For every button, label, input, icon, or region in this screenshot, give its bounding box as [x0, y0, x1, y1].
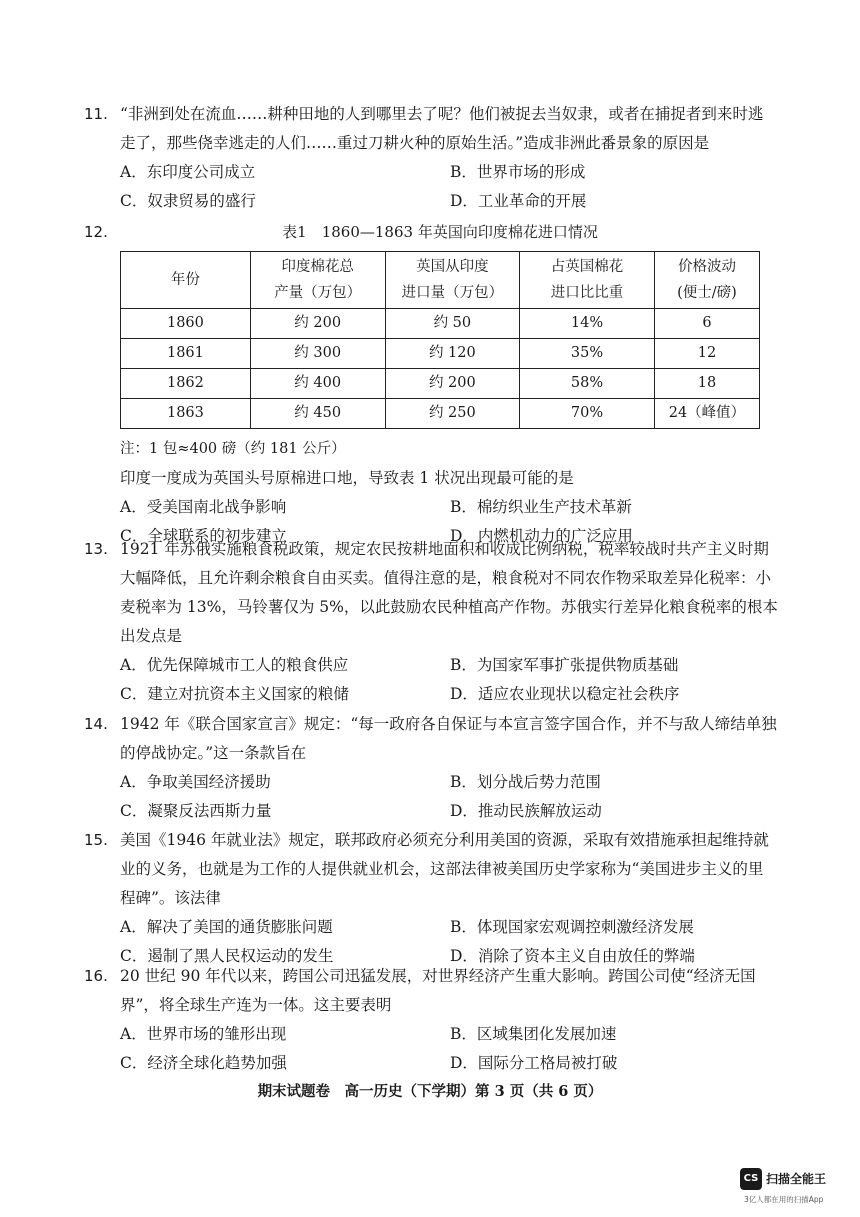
option-c[interactable]: C．凝聚反法西斯力量	[120, 802, 272, 820]
option-b[interactable]: B．世界市场的形成	[450, 163, 586, 181]
scanner-watermark	[740, 1168, 840, 1208]
cell: 1860	[121, 309, 251, 339]
question-11	[84, 100, 778, 216]
question-number: 13.	[84, 540, 108, 558]
watermark-name: 扫描全能王	[766, 1172, 827, 1186]
options	[120, 768, 778, 826]
question-15	[84, 826, 778, 971]
question-stem: 美国《1946 年就业法》规定，联邦政府必须充分利用美国的资源，采取有效措施承担起维持就业的义务，也就是为工作的人提供就业机会，这部法律被美国历史学家称为“美国进步主义的里程碑”。该法律	[120, 831, 769, 907]
question-stem: 1942 年《联合国家宣言》规定：“每一政府各自保证与本宣言签字国合作，并不与敌人缔结单独的停战协定。”这一条款旨在	[120, 715, 777, 762]
cell: 约 250	[385, 399, 520, 429]
option-c[interactable]: C．全球联系的初步建立	[120, 527, 287, 545]
option-c[interactable]: C．建立对抗资本主义国家的粮储	[120, 685, 349, 703]
table-header-row	[121, 252, 760, 309]
cell: 12	[654, 339, 759, 369]
header-import: 英国从印度 进口量（万包）	[385, 252, 520, 309]
question-number: 15.	[84, 831, 108, 849]
option-b[interactable]: B．为国家军事扩张提供物质基础	[450, 656, 679, 674]
question-stem: 20 世纪 90 年代以来，跨国公司迅猛发展，对世界经济产生重大影响。跨国公司使“经济无国界”，将全球生产连为一体。这主要表明	[120, 967, 756, 1014]
cell: 18	[654, 369, 759, 399]
cell: 约 120	[385, 339, 520, 369]
options	[120, 651, 778, 709]
cell: 58%	[520, 369, 655, 399]
cell: 约 450	[250, 399, 385, 429]
options	[120, 158, 778, 216]
cell: 24（峰值）	[654, 399, 759, 429]
option-d[interactable]: D．推动民族解放运动	[450, 802, 602, 820]
option-c[interactable]: C．遏制了黑人民权运动的发生	[120, 947, 334, 965]
option-b[interactable]: B．体现国家宏观调控刺激经济发展	[450, 918, 694, 936]
option-d[interactable]: D．消除了资本主义自由放任的弊端	[450, 947, 695, 965]
cell: 1862	[121, 369, 251, 399]
option-b[interactable]: B．划分战后势力范围	[450, 773, 601, 791]
cell: 14%	[520, 309, 655, 339]
option-b[interactable]: B．区域集团化发展加速	[450, 1025, 617, 1043]
table-row	[121, 369, 760, 399]
option-c[interactable]: C．经济全球化趋势加强	[120, 1054, 287, 1072]
question-stem: 1921 年苏俄实施粮食税政策，规定农民按耕地面积和收成比例纳税，税率较战时共产主义时期大幅降低，且允许剩余粮食自由买卖。值得注意的是，粮食税对不同农作物采取差异化税率：小麦税率为 13%，马铃薯仅为 5%，以此鼓励农民种植高产作物。苏俄实行差异化粮食税率的根本出发点是	[120, 540, 778, 645]
option-d[interactable]: D．适应农业现状以稳定社会秩序	[450, 685, 680, 703]
watermark-tagline: 3亿人都在用的扫描App	[744, 1195, 824, 1204]
question-13	[84, 535, 778, 709]
option-d[interactable]: D．工业革命的开展	[450, 192, 587, 210]
cell: 70%	[520, 399, 655, 429]
cotton-table	[120, 251, 760, 429]
option-c[interactable]: C．奴隶贸易的盛行	[120, 192, 256, 210]
cell: 约 200	[385, 369, 520, 399]
table-row	[121, 309, 760, 339]
table-row	[121, 339, 760, 369]
cell: 约 400	[250, 369, 385, 399]
option-a[interactable]: A．东印度公司成立	[120, 163, 256, 181]
page-footer: 期末试题卷 高一历史（下学期）第 3 页（共 6 页）	[257, 1083, 603, 1100]
table-note: 注：1 包≈400 磅（约 181 公斤）	[120, 441, 346, 457]
header-production: 印度棉花总 产量（万包）	[250, 252, 385, 309]
cell: 约 50	[385, 309, 520, 339]
question-number: 11.	[84, 105, 108, 123]
cell: 1863	[121, 399, 251, 429]
cell: 35%	[520, 339, 655, 369]
cell: 6	[654, 309, 759, 339]
option-d[interactable]: D．国际分工格局被打破	[450, 1054, 618, 1072]
option-b[interactable]: B．棉纺织业生产技术革新	[450, 498, 632, 516]
question-stem: “非洲到处在流血……耕种田地的人到哪里去了呢？他们被捉去当奴隶，或者在捕捉者到来时逃走了，那些侥幸逃走的人们……重过刀耕火种的原始生活。”造成非洲此番景象的原因是	[120, 105, 764, 152]
option-a[interactable]: A．世界市场的雏形出现	[120, 1025, 287, 1043]
cs-logo-icon: CS	[740, 1168, 762, 1190]
table-caption: 表1 1860—1863 年英国向印度棉花进口情况	[282, 223, 598, 241]
header-year: 年份	[121, 252, 251, 309]
question-16	[84, 962, 778, 1078]
question-stem: 印度一度成为英国头号原棉进口地，导致表 1 状况出现最可能的是	[120, 469, 574, 487]
question-number: 16.	[84, 967, 108, 985]
header-price: 价格波动 (便士/磅)	[654, 252, 759, 309]
question-number: 14.	[84, 715, 108, 733]
cell: 约 200	[250, 309, 385, 339]
question-number: 12.	[84, 223, 108, 241]
header-share: 占英国棉花 进口比比重	[520, 252, 655, 309]
question-12	[84, 218, 778, 551]
options	[120, 1020, 778, 1078]
cell: 1861	[121, 339, 251, 369]
table-row	[121, 399, 760, 429]
cell: 约 300	[250, 339, 385, 369]
option-a[interactable]: A．解决了美国的通货膨胀问题	[120, 918, 333, 936]
option-a[interactable]: A．争取美国经济援助	[120, 773, 271, 791]
option-a[interactable]: A．优先保障城市工人的粮食供应	[120, 656, 349, 674]
option-d[interactable]: D．内燃机动力的广泛应用	[450, 527, 633, 545]
option-a[interactable]: A．受美国南北战争影响	[120, 498, 287, 516]
question-14	[84, 710, 778, 826]
